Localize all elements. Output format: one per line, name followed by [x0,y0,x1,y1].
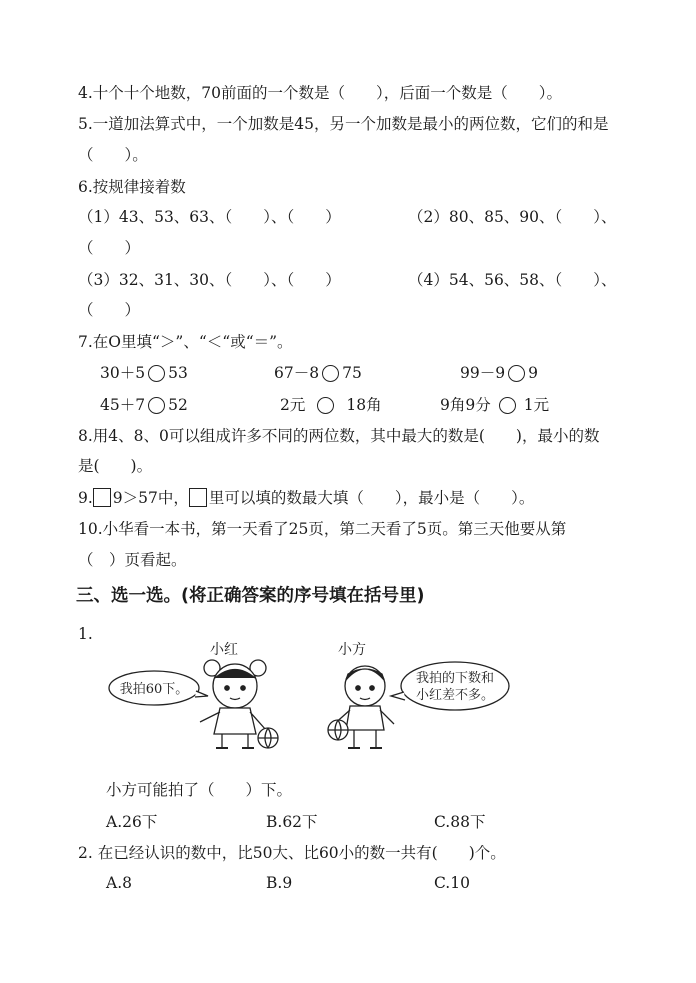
boy-basketball [328,720,348,740]
compare-item-e [280,395,382,415]
compare-right: 9 [528,364,538,382]
s3-q1-option-a[interactable]: A.26下 [106,813,158,831]
answer-box[interactable] [189,488,207,507]
question-7-title: 7.在O里填“＞”、“＜“或“＝”。 [78,333,293,351]
question-10-line1: 10.小华看一本书，第一天看了25页，第二天看了5页。第三天他要从第 [78,520,567,538]
question-6-part2-line1: （2）80、85、90、（ ）、 [408,208,617,226]
compare-item-d [100,395,188,415]
question-10-line2: （ ）页看起。 [78,551,187,569]
s3-question-1-label: 1. [78,625,93,643]
compare-item-f [440,395,549,415]
compare-right: 53 [168,364,188,382]
question-5-line2: （ ）。 [78,146,148,164]
answer-circle[interactable] [148,365,165,382]
compare-left: 99－9 [460,364,506,382]
compare-item-a [100,363,188,383]
question-9-text: 里可以填的数最大填（ ），最小是（ ）。 [208,489,535,507]
s3-q2-option-a[interactable]: A.8 [106,874,132,892]
compare-left: 30＋5 [100,364,146,382]
compare-item-c [460,363,538,383]
s3-question-2-text: 2. 在已经认识的数中，比50大、比60小的数一共有( )个。 [78,844,506,862]
compare-left: 45＋7 [100,396,146,414]
answer-circle[interactable] [322,365,339,382]
boy-speech-text-line2: 小红差不多。 [415,688,495,703]
s3-q1-option-b[interactable]: B.62下 [266,813,318,831]
compare-right: 1元 [523,396,550,414]
compare-left: 67－8 [274,364,320,382]
answer-circle[interactable] [508,365,525,382]
compare-right: 18角 [346,396,382,414]
compare-left: 2元 [280,396,306,414]
compare-item-b [274,363,362,383]
illustration-children-bouncing-balls [100,636,520,756]
question-6-part2-line2: （ ） [78,239,141,257]
s3-question-1-text: 小方可能拍了（ ）下。 [106,781,293,799]
question-9-inequality: 9＞57中， [112,489,189,507]
compare-right: 52 [168,396,188,414]
question-6-part4-line1: （4）54、56、58、（ ）、 [408,271,617,289]
s3-q2-option-c[interactable]: C.10 [434,874,470,892]
question-6-part1: （1）43、53、63、（ ）、（ ） [78,208,341,226]
girl-figure [200,660,266,748]
question-6-part4-line2: （ ） [78,301,141,319]
answer-box[interactable] [93,488,111,507]
question-8-line1: 8.用4、8、0可以组成许多不同的两位数，其中最大的数是( )，最小的数 [78,427,600,445]
compare-left: 9角9分 [440,396,491,414]
answer-circle[interactable] [148,397,165,414]
answer-circle[interactable] [499,397,516,414]
question-8-line2: 是( )。 [78,457,153,475]
question-5-line1: 5.一道加法算式中，一个加数是45，另一个加数是最小的两位数，它们的和是 [78,115,609,133]
girl-name-label: 小红 [210,642,238,658]
question-9 [78,488,534,508]
boy-speech-text-line1: 我拍的下数和 [415,671,495,686]
s3-q2-option-b[interactable]: B.9 [266,874,293,892]
compare-right: 75 [342,364,362,382]
question-6-part3: （3）32、31、30、（ ）、（ ） [78,271,341,289]
girl-basketball [258,728,278,748]
boy-name-label: 小方 [338,642,366,658]
question-4: 4.十个十个地数，70前面的一个数是（ ），后面一个数是（ ）。 [78,84,563,102]
question-6-title: 6.按规律接着数 [78,178,186,196]
answer-circle[interactable] [317,397,334,414]
section-3-title: 三、选一选。(将正确答案的序号填在括号里) [76,586,425,606]
girl-speech-bubble [109,671,208,705]
boy-speech-bubble [391,662,509,710]
s3-q1-option-c[interactable]: C.88下 [434,813,486,831]
girl-speech-text: 我拍60下。 [119,682,189,697]
question-9-number: 9. [78,489,93,507]
